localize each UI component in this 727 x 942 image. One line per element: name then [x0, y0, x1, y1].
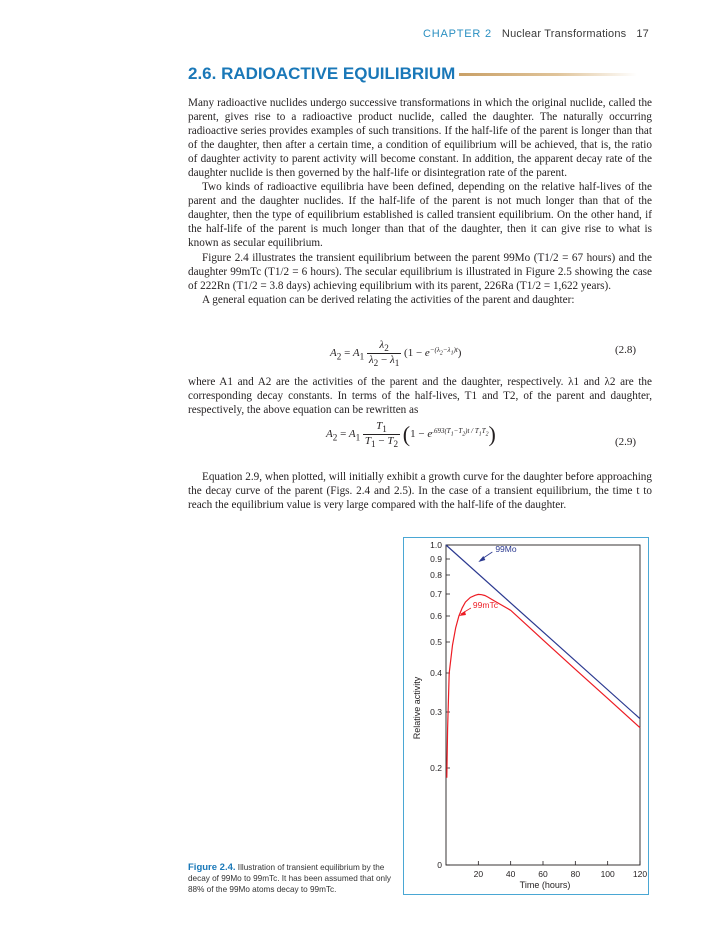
equation-2-8: $A_2 = A_1$ $\frac{\lambda_2}{\lambda_2 - \lambda_1}$ $(1 - e^{-(\lambda_2-\lambda_1)t})$ [330, 339, 462, 369]
page-number: 17 [636, 28, 649, 40]
x-tick-label: 120 [632, 869, 648, 879]
y-tick-label: 0.7 [430, 589, 442, 599]
paragraph-5: where A1 and A2 are the activities of the parent and the daughter, respectively. λ1 and λ2 are the corresponding decay constants. In terms of the half-lives, T1 and T2, of the parent and daughter, respectively, the above equation can be rewritten as [188, 376, 652, 417]
x-tick-label: 100 [600, 869, 615, 879]
figure-caption-label: Figure 2.4. [188, 862, 236, 873]
series-line-mo99 [446, 545, 640, 719]
chapter-label: CHAPTER 2 [422, 28, 492, 40]
plot-frame [446, 545, 640, 865]
y-tick-label: 0.9 [430, 554, 442, 564]
y-tick-label: 0.8 [430, 570, 442, 580]
y-tick-label: 0.4 [430, 668, 442, 678]
section-title: 2.6. RADIOACTIVE EQUILIBRIUM [188, 64, 456, 83]
y-axis-label: Relative activity [412, 676, 422, 740]
equation-number-2-9: (2.9) [615, 436, 637, 448]
tc99m-series-label: 99mTc [472, 600, 498, 610]
y-tick-label: 1.0 [430, 540, 442, 550]
paragraph-1: Many radioactive nuclides undergo successive transformations in which the original nuclide, called the parent, gives rise to a radioactive product nuclide, called the daughter. The naturally occurring radioactive series provides examples of such transitions. If the half-life of the parent is longer than that of the daughter, then after a certain time, a condition of equilibrium will be achieved, that is, the ratio of daughter activity to parent activity will become constant. In addition, the apparent decay rate of the daughter nuclide is then governed by the half-life or disintegration rate of the parent. [188, 97, 652, 180]
y-tick-label: 0.3 [430, 707, 442, 717]
figure-caption [188, 862, 398, 895]
paragraph-6: Equation 2.9, when plotted, will initially exhibit a growth curve for the daughter before approaching the decay curve of the parent (Figs. 2.4 and 2.5). In the case of a transient equilibrium, the time t to reach the equilibrium value is very large compared with the half-life of the daughter. [188, 471, 652, 512]
x-axis-label: Time (hours) [519, 880, 571, 890]
series-line-tc99m [447, 594, 640, 777]
equation-2-9: $A_2 = A_1$ $\frac{T_1}{T_1 - T_2}$ $(1 - e^{.693(T_1-T_2)t / T_1T_2})$ [326, 420, 496, 450]
y-tick-label: 0.2 [430, 763, 442, 773]
chapter-title: Nuclear Transformations [501, 28, 627, 40]
y-tick-label: 0.6 [430, 611, 442, 621]
mo99-series-label: 99Mo [495, 543, 517, 554]
x-tick-label: 20 [473, 869, 484, 879]
equation-number-2-8: (2.8) [615, 344, 637, 356]
x-tick-label: 80 [570, 869, 581, 879]
x-tick-label: 40 [505, 869, 516, 879]
paragraph-2: Two kinds of radioactive equilibria have been defined, depending on the relative half-lives of the parent and the daughter nuclides. If the half-life of the parent is not much longer than that of the daughter, then the type of equilibrium established is called transient equilibrium. On the other hand, if the half-life of the parent is much longer than that of the daughter, then it can give rise to what is known as secular equilibrium. [188, 181, 652, 250]
y-tick-label: 0.5 [430, 637, 442, 647]
paragraph-3: Figure 2.4 illustrates the transient equilibrium between the parent 99Mo (T1/2 = 67 hours) and the daughter 99mTc (T1/2 = 6 hours). The secular equilibrium is illustrated in Figure 2.5 showing the case of 222Rn (T1/2 = 3.8 days) achieving equilibrium with its parent, 226Ra (T1/2 = 1,622 years). [188, 251, 652, 292]
y-tick-label: 0 [437, 860, 442, 870]
paragraph-4: A general equation can be derived relating the activities of the parent and daughter: [202, 293, 575, 306]
x-tick-label: 60 [538, 869, 548, 879]
figure-caption-text: Illustration of transient equilibrium by the decay of 99Mo to 99mTc. It has been assumed that only 88% of the 99Mo atoms decay to 99mTc. [188, 863, 391, 894]
